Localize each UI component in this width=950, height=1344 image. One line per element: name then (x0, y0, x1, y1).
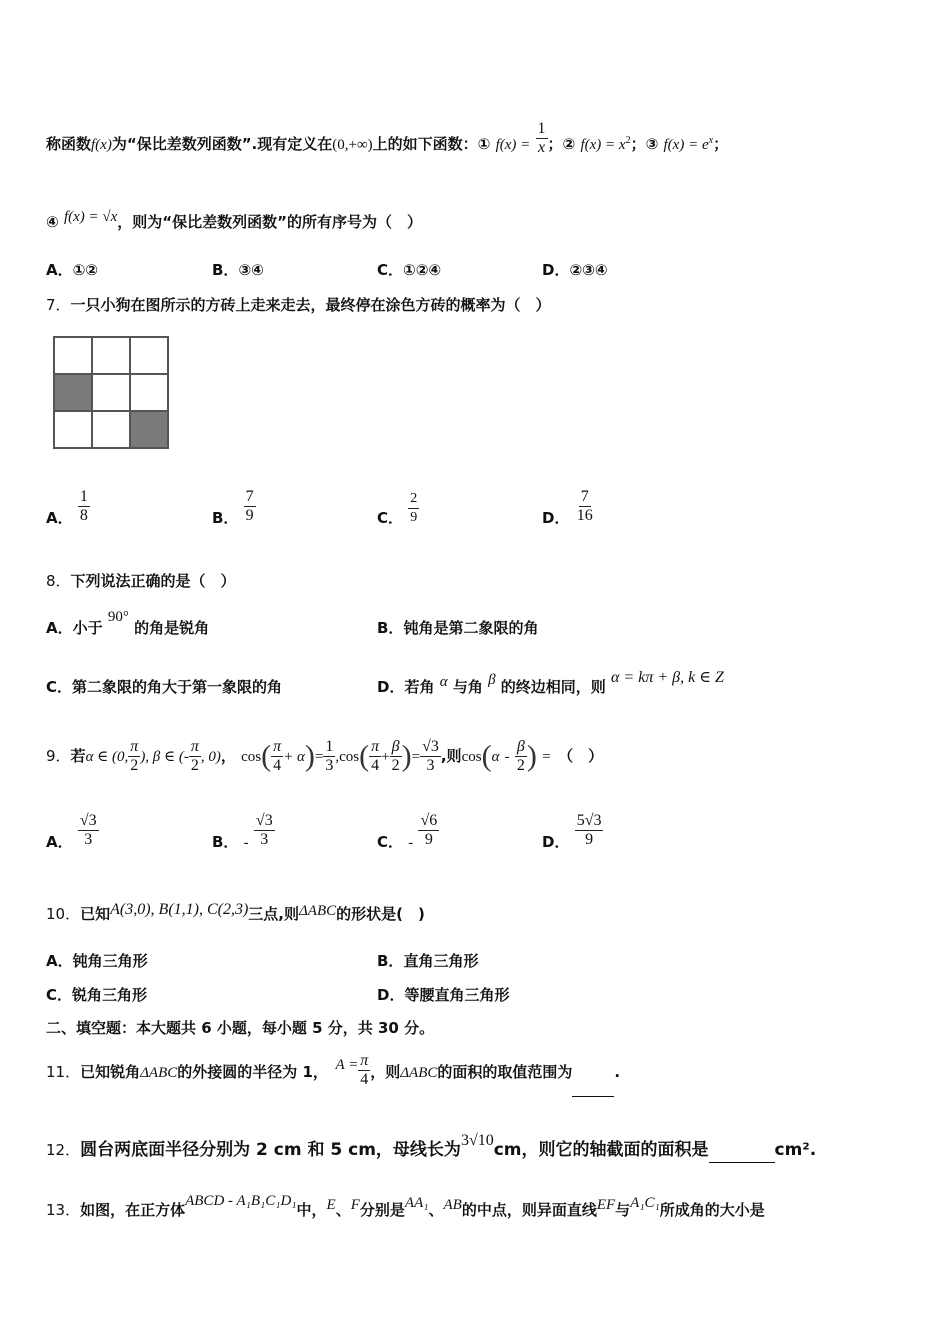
shaded-tile (54, 374, 92, 411)
q6-option-c[interactable]: C．①②④ (377, 261, 442, 279)
q10-points: A(3,0), B(1,1), C(2,3) (110, 901, 249, 918)
q8-number: 8． (46, 572, 71, 590)
q11-stem: 11．已知锐角ΔABC的外接圆的半径为 1， A = $\frac{\pi}{4}$ ，则ΔABC的面积的取值范围为 . (46, 1048, 620, 1097)
tile (54, 411, 92, 448)
q6-f1: f(x) = (495, 137, 531, 153)
q10-option-d[interactable]: D．等腰直角三角形 (377, 986, 510, 1004)
q8-option-b[interactable]: B．钝角是第二象限的角 (377, 619, 539, 637)
q9-number: 9． (46, 747, 71, 765)
q7-text: 一只小狗在图所示的方砖上走来走去，最终停在涂色方砖的概率为（ ） (70, 296, 551, 314)
q6-f2: f(x) = x (580, 137, 626, 153)
q7-option-c[interactable]: C． $\frac{2}{9}$ (377, 491, 418, 527)
q8-stem (46, 571, 236, 591)
q6-line2 (46, 209, 422, 233)
q6-circle4: ④ (46, 213, 59, 231)
q6-option-b[interactable]: B．③④ (212, 261, 264, 279)
q6-option-d[interactable]: D．②③④ (542, 261, 608, 279)
q7-tile-grid (53, 336, 169, 449)
tile (92, 374, 130, 411)
q6-text: 上的如下函数：① (372, 135, 491, 153)
q12-blank[interactable] (709, 1142, 775, 1163)
q8-formula: α = kπ + β, k ∈ Z (611, 669, 724, 686)
q6-text: ，则为“保比差数列函数”的所有序号为（ ） (117, 213, 422, 231)
q8-deg: 90° (107, 609, 129, 625)
q11-blank[interactable] (572, 1080, 614, 1097)
q10-option-b[interactable]: B．直角三角形 (377, 952, 479, 970)
q6-line1 (46, 120, 729, 163)
q6-option-a[interactable]: A．①② (46, 261, 99, 279)
q8-option-c[interactable]: C．第二象限的角大于第一象限的角 (46, 678, 283, 696)
q6-f4: f(x) = √x (63, 209, 118, 225)
shaded-tile (130, 411, 168, 448)
section-heading: 二、填空题：本大题共 6 小题，每小题 5 分，共 30 分。 (46, 1019, 435, 1037)
q9-option-a[interactable]: A． $\frac{√3}{3}$ (46, 812, 97, 851)
q13-number: 13． (46, 1201, 81, 1219)
q10-stem: 10．已知A(3,0), B(1,1), C(2,3)三点,则ΔABC的形状是( ) (46, 901, 425, 923)
q6-f2-exp: 2 (625, 135, 631, 146)
q6-f3-exp: x (708, 135, 714, 146)
tile (92, 411, 130, 448)
q7-option-a[interactable]: A． $\frac{1}{8}$ (46, 488, 88, 527)
q8-option-a[interactable]: A．小于 90° 的角是锐角 (46, 609, 210, 637)
q9-option-c[interactable]: C． - $\frac{√6}{9}$ (377, 812, 438, 851)
q6-sep: ；③ (630, 135, 659, 153)
q13-cube: ABCD - A₁B₁C₁D₁ (185, 1193, 297, 1209)
q6-text: 为“保比差数列函数”.现有定义在 (111, 135, 333, 153)
q10-option-a[interactable]: A．钝角三角形 (46, 952, 148, 970)
q7-option-d[interactable]: D． $\frac{7}{16}$ (542, 488, 593, 527)
q6-f1-frac: $\frac{1}{x}$ (537, 120, 546, 156)
q13-stem: 13．如图，在正方体ABCD - A₁B₁C₁D₁中，E、F分别是AA₁、AB的中点，则异面直线EF与A₁C₁所成角的大小是 (46, 1193, 765, 1219)
tile (130, 374, 168, 411)
q9-stem: 9．若α ∈ (0, $\frac{\pi}{2}$ ), β ∈ (- $\frac{\pi}{2}$ , 0)， cos( $\frac{\pi}{4}$ + α)= $\frac{1}{3}$ ,cos( $\frac{\pi}{4}$ + $\frac{\beta}{2}$ )= $\frac{√3}{3}$ ,则cos(α - $\frac{\beta}{2}$ ) = （ ） (46, 738, 604, 774)
q6-f3: f(x) = e (663, 137, 709, 153)
q6-fx: f(x) (91, 137, 112, 153)
q8-text: 下列说法正确的是（ ） (70, 572, 236, 590)
q11-number: 11． (46, 1063, 81, 1081)
q6-domain: (0,+∞) (332, 137, 373, 153)
q10-number: 10． (46, 905, 81, 923)
q6-sep: ；② (547, 135, 576, 153)
tile (92, 337, 130, 374)
q12-number: 12． (46, 1141, 81, 1159)
tile (54, 337, 92, 374)
q12-stem: 12．圆台两底面半径分别为 2 cm 和 5 cm，母线长为3√10cm，则它的轴截面的面积是 cm². (46, 1138, 816, 1163)
tile (130, 337, 168, 374)
q7-stem (46, 295, 551, 315)
q7-number: 7． (46, 296, 71, 314)
q6-text: 称函数 (46, 135, 92, 153)
q7-option-b[interactable]: B． $\frac{7}{9}$ (212, 488, 254, 527)
q12-length: 3√10 (460, 1132, 494, 1149)
q9-option-b[interactable]: B． - $\frac{√3}{3}$ (212, 812, 273, 851)
q9-option-d[interactable]: D． $\frac{5√3}{9}$ (542, 812, 602, 851)
q8-option-d[interactable]: D．若角 α 与角 β 的终边相同，则 α = kπ + β, k ∈ Z (377, 669, 724, 696)
q10-option-c[interactable]: C．锐角三角形 (46, 986, 148, 1004)
q6-sep: ； (713, 135, 729, 153)
